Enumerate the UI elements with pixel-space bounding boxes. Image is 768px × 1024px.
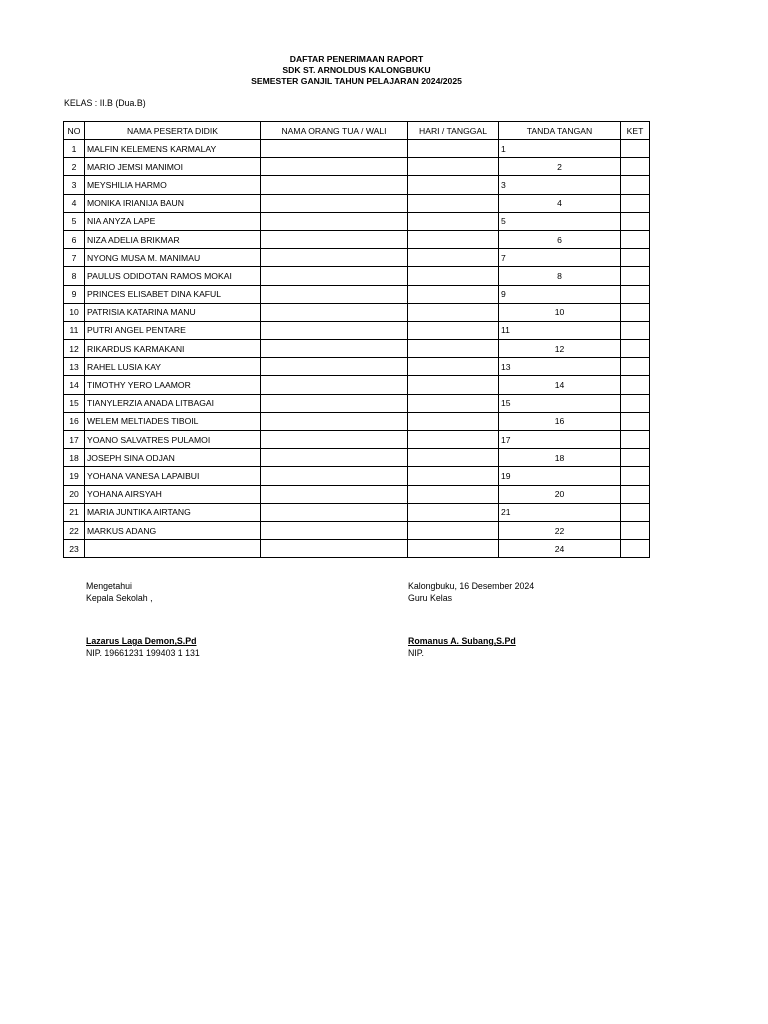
student-name-cell: YOHANA AIRSYAH: [85, 485, 261, 503]
parent-name-cell: [261, 358, 408, 376]
table-row: [64, 449, 650, 467]
remarks-cell: [621, 285, 650, 303]
student-name-cell: MARKUS ADANG: [85, 521, 261, 539]
table-header-row: [64, 122, 650, 140]
parent-name-cell: [261, 412, 408, 430]
principal-nip: NIP. 19661231 199403 1 131: [86, 647, 200, 658]
table-row: [64, 158, 650, 176]
remarks-cell: [621, 212, 650, 230]
parent-name-cell: [261, 376, 408, 394]
row-number-cell: 1: [64, 140, 85, 158]
row-number-cell: 17: [64, 431, 85, 449]
remarks-cell: [621, 503, 650, 521]
row-number-cell: 4: [64, 194, 85, 212]
parent-name-cell: [261, 340, 408, 358]
remarks-cell: [621, 467, 650, 485]
row-number-cell: 12: [64, 340, 85, 358]
remarks-cell: [621, 540, 650, 558]
header-date: HARI / TANGGAL: [408, 122, 499, 140]
remarks-cell: [621, 158, 650, 176]
signature-cell: 13: [499, 358, 621, 376]
signature-cell: 6: [499, 230, 621, 248]
table-row: [64, 394, 650, 412]
report-receipt-table: [63, 121, 650, 558]
teacher-nip: NIP.: [408, 647, 424, 658]
table-row: [64, 340, 650, 358]
date-cell: [408, 467, 499, 485]
student-name-cell: JOSEPH SINA ODJAN: [85, 449, 261, 467]
student-name-cell: WELEM MELTIADES TIBOIL: [85, 412, 261, 430]
date-cell: [408, 449, 499, 467]
principal-title: Kepala Sekolah ,: [86, 592, 153, 603]
signature-cell: 8: [499, 267, 621, 285]
signature-cell: 1: [499, 140, 621, 158]
row-number-cell: 11: [64, 321, 85, 339]
teacher-title: Guru Kelas: [408, 592, 453, 603]
date-cell: [408, 540, 499, 558]
signature-cell: 5: [499, 212, 621, 230]
place-date: Kalongbuku, 16 Desember 2024: [408, 581, 535, 591]
student-name-cell: RIKARDUS KARMAKANI: [85, 340, 261, 358]
remarks-cell: [621, 303, 650, 321]
row-number-cell: 20: [64, 485, 85, 503]
student-name-cell: YOHANA VANESA LAPAIBUI: [85, 467, 261, 485]
date-cell: [408, 176, 499, 194]
row-number-cell: 19: [64, 467, 85, 485]
student-name-cell: RAHEL LUSIA KAY: [85, 358, 261, 376]
row-number-cell: 8: [64, 267, 85, 285]
table-row: [64, 321, 650, 339]
signature-cell: 21: [499, 503, 621, 521]
signature-cell: 14: [499, 376, 621, 394]
remarks-cell: [621, 412, 650, 430]
date-cell: [408, 285, 499, 303]
signature-cell: 3: [499, 176, 621, 194]
signature-cell: 12: [499, 340, 621, 358]
table-row: [64, 230, 650, 248]
table-body: [64, 140, 650, 558]
parent-name-cell: [261, 394, 408, 412]
table-row: [64, 467, 650, 485]
student-name-cell: MALFIN KELEMENS KARMALAY: [85, 140, 261, 158]
parent-name-cell: [261, 158, 408, 176]
row-number-cell: 10: [64, 303, 85, 321]
header-remarks: KET: [621, 122, 650, 140]
parent-name-cell: [261, 485, 408, 503]
parent-name-cell: [261, 249, 408, 267]
acknowledged-label: Mengetahui: [86, 581, 132, 591]
header-parent-name: NAMA ORANG TUA / WALI: [261, 122, 408, 140]
student-name-cell: NIA ANYZA LAPE: [85, 212, 261, 230]
header-semester: SEMESTER GANJIL TAHUN PELAJARAN 2024/2025: [251, 76, 462, 86]
signature-cell: 11: [499, 321, 621, 339]
header-school: SDK ST. ARNOLDUS KALONGBUKU: [282, 65, 431, 75]
student-name-cell: MARIA JUNTIKA AIRTANG: [85, 503, 261, 521]
row-number-cell: 13: [64, 358, 85, 376]
signature-cell: 2: [499, 158, 621, 176]
student-name-cell: YOANO SALVATRES PULAMOI: [85, 431, 261, 449]
table-row: [64, 303, 650, 321]
row-number-cell: 2: [64, 158, 85, 176]
row-number-cell: 22: [64, 521, 85, 539]
date-cell: [408, 249, 499, 267]
parent-name-cell: [261, 467, 408, 485]
remarks-cell: [621, 358, 650, 376]
parent-name-cell: [261, 176, 408, 194]
row-number-cell: 7: [64, 249, 85, 267]
remarks-cell: [621, 376, 650, 394]
row-number-cell: 9: [64, 285, 85, 303]
student-name-cell: PATRISIA KATARINA MANU: [85, 303, 261, 321]
date-cell: [408, 394, 499, 412]
remarks-cell: [621, 394, 650, 412]
table-row: [64, 267, 650, 285]
signature-cell: 16: [499, 412, 621, 430]
table-row: [64, 285, 650, 303]
date-cell: [408, 376, 499, 394]
signature-cell: 20: [499, 485, 621, 503]
remarks-cell: [621, 340, 650, 358]
date-cell: [408, 431, 499, 449]
row-number-cell: 18: [64, 449, 85, 467]
parent-name-cell: [261, 194, 408, 212]
remarks-cell: [621, 431, 650, 449]
signature-cell: 7: [499, 249, 621, 267]
remarks-cell: [621, 321, 650, 339]
table-row: [64, 431, 650, 449]
student-name-cell: MEYSHILIA HARMO: [85, 176, 261, 194]
class-label: KELAS : II.B (Dua.B): [64, 98, 146, 108]
table-row: [64, 140, 650, 158]
student-name-cell: MARIO JEMSI MANIMOI: [85, 158, 261, 176]
remarks-cell: [621, 485, 650, 503]
signature-cell: 19: [499, 467, 621, 485]
date-cell: [408, 503, 499, 521]
parent-name-cell: [261, 321, 408, 339]
table-row: [64, 249, 650, 267]
row-number-cell: 14: [64, 376, 85, 394]
parent-name-cell: [261, 303, 408, 321]
parent-name-cell: [261, 140, 408, 158]
remarks-cell: [621, 230, 650, 248]
header-student-name: NAMA PESERTA DIDIK: [85, 122, 261, 140]
date-cell: [408, 194, 499, 212]
date-cell: [408, 412, 499, 430]
row-number-cell: 15: [64, 394, 85, 412]
date-cell: [408, 140, 499, 158]
header-signature: TANDA TANGAN: [499, 122, 621, 140]
date-cell: [408, 303, 499, 321]
row-number-cell: 6: [64, 230, 85, 248]
date-cell: [408, 485, 499, 503]
remarks-cell: [621, 267, 650, 285]
table-row: [64, 176, 650, 194]
date-cell: [408, 340, 499, 358]
table-row: [64, 194, 650, 212]
date-cell: [408, 321, 499, 339]
header-title: DAFTAR PENERIMAAN RAPORT: [289, 54, 424, 64]
parent-name-cell: [261, 449, 408, 467]
date-cell: [408, 267, 499, 285]
principal-name: Lazarus Laga Demon,S.Pd: [86, 636, 197, 646]
parent-name-cell: [261, 212, 408, 230]
parent-name-cell: [261, 285, 408, 303]
parent-name-cell: [261, 503, 408, 521]
remarks-cell: [621, 176, 650, 194]
table-row: [64, 358, 650, 376]
parent-name-cell: [261, 267, 408, 285]
student-name-cell: PAULUS ODIDOTAN RAMOS MOKAI: [85, 267, 261, 285]
row-number-cell: 3: [64, 176, 85, 194]
parent-name-cell: [261, 431, 408, 449]
student-name-cell: MONIKA IRIANIJA BAUN: [85, 194, 261, 212]
student-name-cell: TIANYLERZIA ANADA LITBAGAI: [85, 394, 261, 412]
date-cell: [408, 521, 499, 539]
remarks-cell: [621, 521, 650, 539]
header-no: NO: [64, 122, 85, 140]
table-row: [64, 503, 650, 521]
teacher-name: Romanus A. Subang,S.Pd: [408, 636, 516, 646]
remarks-cell: [621, 140, 650, 158]
parent-name-cell: [261, 540, 408, 558]
date-cell: [408, 358, 499, 376]
student-name-cell: TIMOTHY YERO LAAMOR: [85, 376, 261, 394]
table-row: [64, 412, 650, 430]
signature-cell: 17: [499, 431, 621, 449]
row-number-cell: 21: [64, 503, 85, 521]
student-name-cell: [85, 540, 261, 558]
signature-cell: 4: [499, 194, 621, 212]
document-header: [0, 54, 713, 87]
parent-name-cell: [261, 521, 408, 539]
parent-name-cell: [261, 230, 408, 248]
student-name-cell: PRINCES ELISABET DINA KAFUL: [85, 285, 261, 303]
signature-cell: 22: [499, 521, 621, 539]
date-cell: [408, 158, 499, 176]
table-row: [64, 540, 650, 558]
table-row: [64, 376, 650, 394]
date-cell: [408, 230, 499, 248]
remarks-cell: [621, 449, 650, 467]
table-row: [64, 212, 650, 230]
student-name-cell: PUTRI ANGEL PENTARE: [85, 321, 261, 339]
student-name-cell: NYONG MUSA M. MANIMAU: [85, 249, 261, 267]
signature-block-teacher: [408, 581, 534, 659]
row-number-cell: 23: [64, 540, 85, 558]
signature-cell: 10: [499, 303, 621, 321]
date-cell: [408, 212, 499, 230]
signature-block-principal: [86, 581, 200, 659]
row-number-cell: 5: [64, 212, 85, 230]
remarks-cell: [621, 194, 650, 212]
signature-cell: 18: [499, 449, 621, 467]
signature-cell: 9: [499, 285, 621, 303]
remarks-cell: [621, 249, 650, 267]
row-number-cell: 16: [64, 412, 85, 430]
signature-cell: 15: [499, 394, 621, 412]
student-name-cell: NIZA ADELIA BRIKMAR: [85, 230, 261, 248]
signature-cell: 24: [499, 540, 621, 558]
table-row: [64, 521, 650, 539]
table-row: [64, 485, 650, 503]
